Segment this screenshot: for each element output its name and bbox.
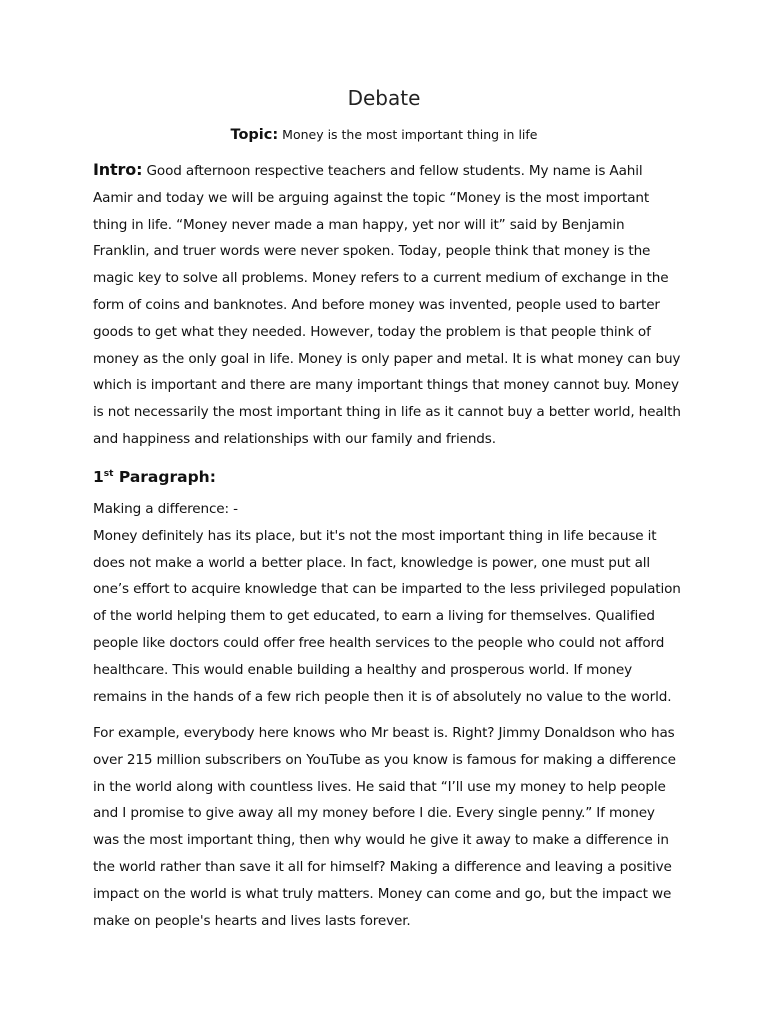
intro-text: Good afternoon respective teachers and fellow students. My name is Aahil Aamir and today we will be arguing against the topic “Money is the most important thing in life. “Money never made a man happy, yet nor will it” said by Benjamin Franklin, and truer words were never spoken. Today, people think that money is the magic key to solve all problems. Money refers to a current medium of exchange in the form of coins and banknotes. And before money was invented, people used to barter goods to get what they needed. However, today the problem is that people think of money as the only goal in life. Money is only paper and metal. It is what money can buy which is important and there are many important things that money cannot buy. Money is not necessarily the most important thing in life as it cannot buy a better world, health and happiness and relationships with our family and friends.	[93, 163, 681, 447]
paragraph2-text: For example, everybody here knows who Mr beast is. Right? Jimmy Donaldson who has over 215 million subscribers on YouTube as you know is famous for making a difference in the world along with countless lives. He said that “I’ll use my money to help people and I promise to give away all my money before I die. Every single penny.” If money was the most important thing, then why would he give it away to make a difference in the world rather than save it all for himself? Making a difference and leaving a positive impact on the world is what truly matters. Money can come and go, but the impact we make on people's hearts and lives lasts forever.	[93, 725, 676, 929]
paragraph1-heading-text: Paragraph:	[118, 468, 216, 486]
topic-text: Money is the most important thing in life	[282, 127, 538, 142]
intro-section	[93, 157, 683, 453]
document-title: Debate	[347, 86, 421, 110]
intro-label: Intro:	[93, 160, 143, 179]
paragraph1-heading	[93, 468, 216, 486]
paragraph1-section	[93, 496, 683, 710]
paragraph1-heading-suffix: st	[103, 469, 114, 479]
paragraph1-heading-number: 1	[93, 468, 104, 486]
topic-line	[0, 127, 768, 143]
paragraph1-subheading: Making a difference: -	[93, 501, 238, 517]
topic-label: Topic:	[230, 127, 279, 143]
paragraph2-section	[93, 720, 683, 934]
paragraph1-text: Money definitely has its place, but it's not the most important thing in life because it does not make a world a better place. In fact, knowledge is power, one must put all one’s effort to acquire knowledge that can be imparted to the less privileged population of the world helping them to get educated, to earn a living for themselves. Qualified people like doctors could offer free health services to the people who could not afford healthcare. This would enable building a healthy and prosperous world. If money remains in the hands of a few rich people then it is of absolutely no value to the world.	[93, 527, 681, 705]
